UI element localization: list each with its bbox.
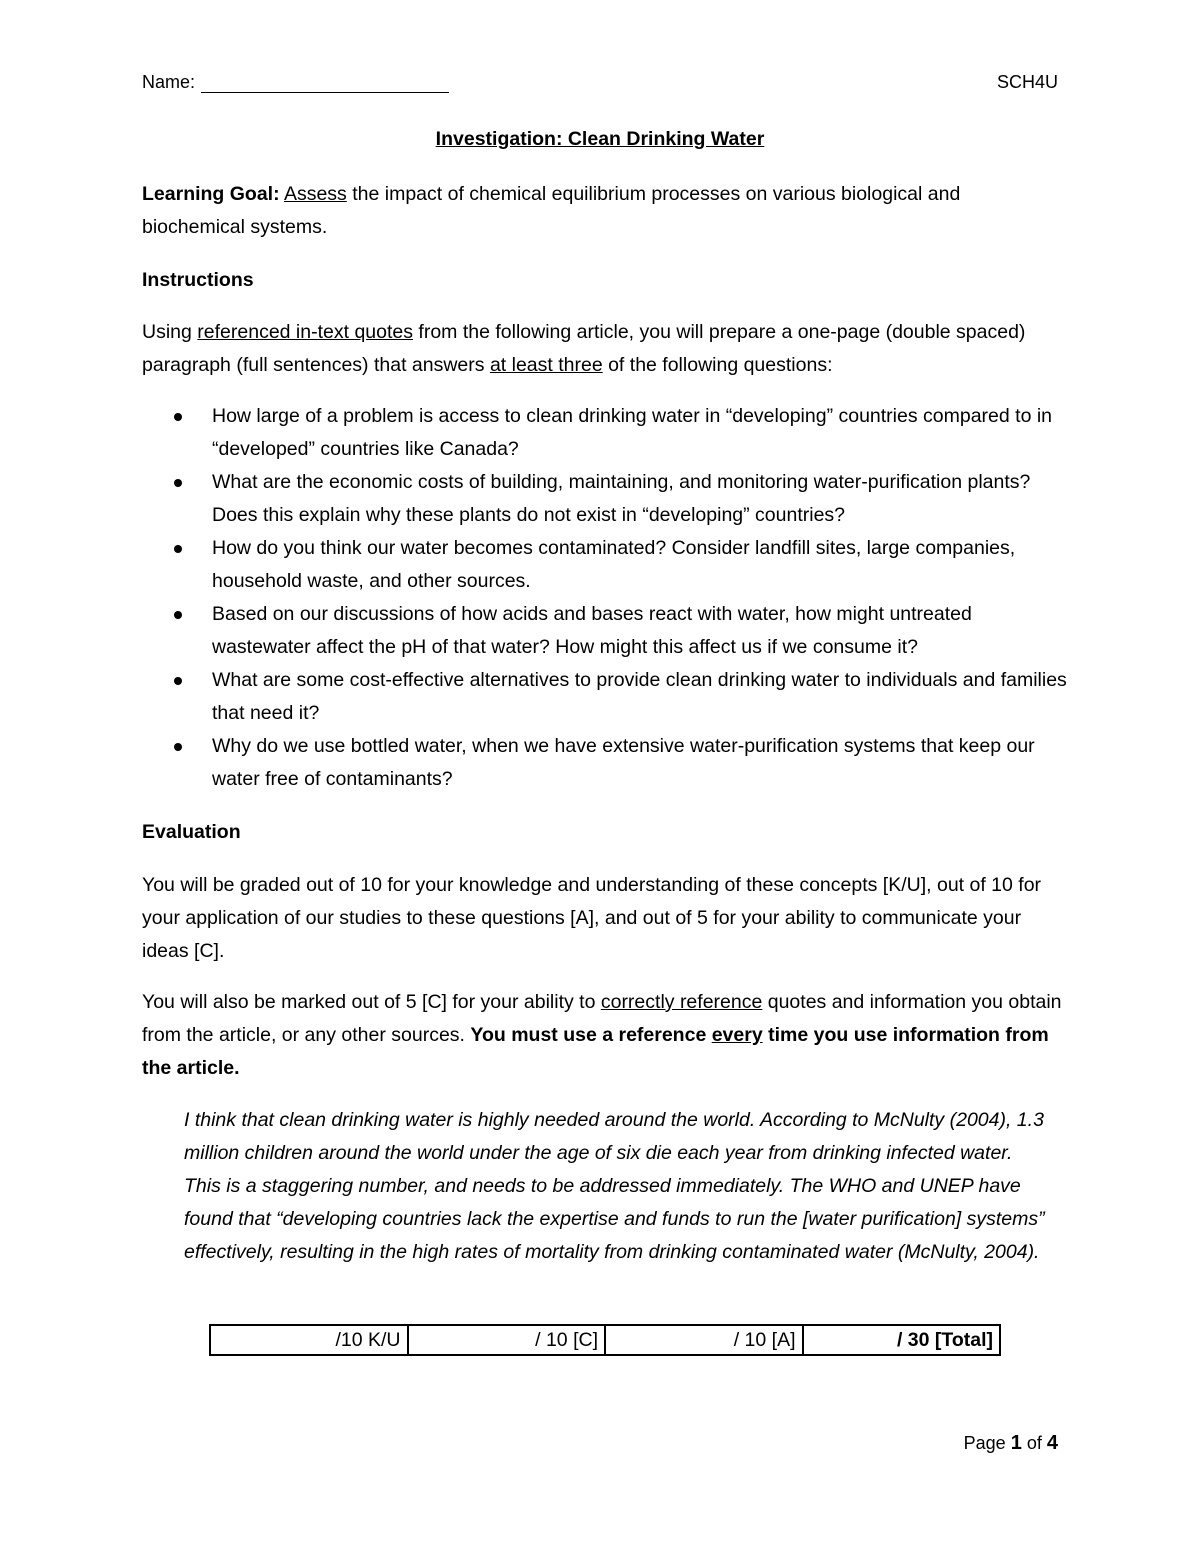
evaluation-heading: Evaluation (142, 821, 241, 843)
instructions-underlined: referenced in-text quotes (197, 321, 413, 343)
reference-bold: time you use information from the article. (142, 1024, 1049, 1079)
bullet-icon (174, 413, 182, 421)
table-row (210, 1325, 1000, 1355)
example-paragraph: I think that clean drinking water is highly needed around the world. According to McNulty (2004), 1.3 million children around the world under the age of six die each year from drinking infected water. This is a staggering number, and needs to be addressed immediately. The WHO and UNEP have found that “developing countries lack the expertise and funds to run the [water purification] systems” effectively, resulting in the high rates of mortality from drinking contaminated water (McNulty, 2004). (184, 1109, 1045, 1263)
score-table (209, 1324, 1001, 1356)
instructions-paragraph (142, 316, 1062, 382)
bullet-icon (174, 545, 182, 553)
evaluation-paragraph: You will be graded out of 10 for your knowledge and understanding of these concepts [K/U], out of 10 for your application of our studies to these questions [A], and out of 5 for your ability to communicate your ideas [C]. (142, 874, 1042, 962)
page-title: Investigation: Clean Drinking Water (435, 128, 765, 150)
learning-goal-label: Learning Goal: (142, 183, 280, 205)
instructions-text: Using (142, 321, 198, 343)
name-blank-line (201, 74, 449, 93)
reference-paragraph (142, 986, 1062, 1085)
bullet-icon (174, 677, 182, 685)
page-header (142, 72, 1058, 98)
reference-underlined: correctly reference (600, 991, 763, 1013)
reference-bold-underlined: every (711, 1024, 763, 1046)
question-text: How do you think our water becomes contaminated? Consider landfill sites, large companies, household waste, and other sources. (212, 537, 1016, 592)
of-word: of (1026, 1433, 1042, 1453)
learning-goal (142, 178, 1062, 244)
question-text: What are the economic costs of building, maintaining, and monitoring water-purification plants? Does this explain why these plants do not exist in “developing” countries? (212, 471, 1031, 526)
list-item (142, 730, 1072, 796)
score-total: / 30 [Total] (803, 1325, 1001, 1355)
question-text: Why do we use bottled water, when we have extensive water-purification systems that keep our water free of contaminants? (212, 735, 1035, 790)
name-field (142, 72, 449, 93)
learning-goal-verb: Assess (283, 183, 347, 205)
reference-bold: You must use a reference (470, 1024, 712, 1046)
bullet-icon (174, 611, 182, 619)
reference-text: quotes and information you obtain from the article, or any other sources. (142, 991, 1062, 1046)
list-item (142, 400, 1072, 466)
list-item (142, 466, 1072, 532)
score-a: / 10 [A] (605, 1325, 803, 1355)
instructions-text: from the following article, you will prepare a one-page (double spaced) paragraph (full sentences) that answers (142, 321, 1026, 376)
list-item (142, 664, 1072, 730)
score-ku: /10 K/U (210, 1325, 408, 1355)
learning-goal-text: the impact of chemical equilibrium processes on various biological and biochemical systems. (142, 183, 961, 238)
instructions-text: of the following questions: (602, 354, 833, 376)
question-text: What are some cost-effective alternatives to provide clean drinking water to individuals and families that need it? (212, 669, 1067, 724)
score-c: / 10 [C] (408, 1325, 606, 1355)
question-text: Based on our discussions of how acids and bases react with water, how might untreated wastewater affect the pH of that water? How might this affect us if we consume it? (212, 603, 972, 658)
reference-text: You will also be marked out of 5 [C] for your ability to (142, 991, 601, 1013)
list-item (142, 598, 1072, 664)
list-item (142, 532, 1072, 598)
page-word: Page (963, 1433, 1006, 1453)
current-page: 1 (1010, 1432, 1022, 1454)
course-code: SCH4U (996, 72, 1058, 92)
name-label: Name: (142, 72, 196, 92)
page-number (964, 1432, 1058, 1455)
instructions-underlined: at least three (489, 354, 603, 376)
question-list (142, 400, 1072, 796)
bullet-icon (174, 743, 182, 751)
bullet-icon (174, 479, 182, 487)
instructions-heading: Instructions (142, 269, 254, 291)
question-text: How large of a problem is access to clean drinking water in “developing” countries compared to in “developed” countries like Canada? (212, 405, 1053, 460)
total-pages: 4 (1046, 1432, 1058, 1454)
